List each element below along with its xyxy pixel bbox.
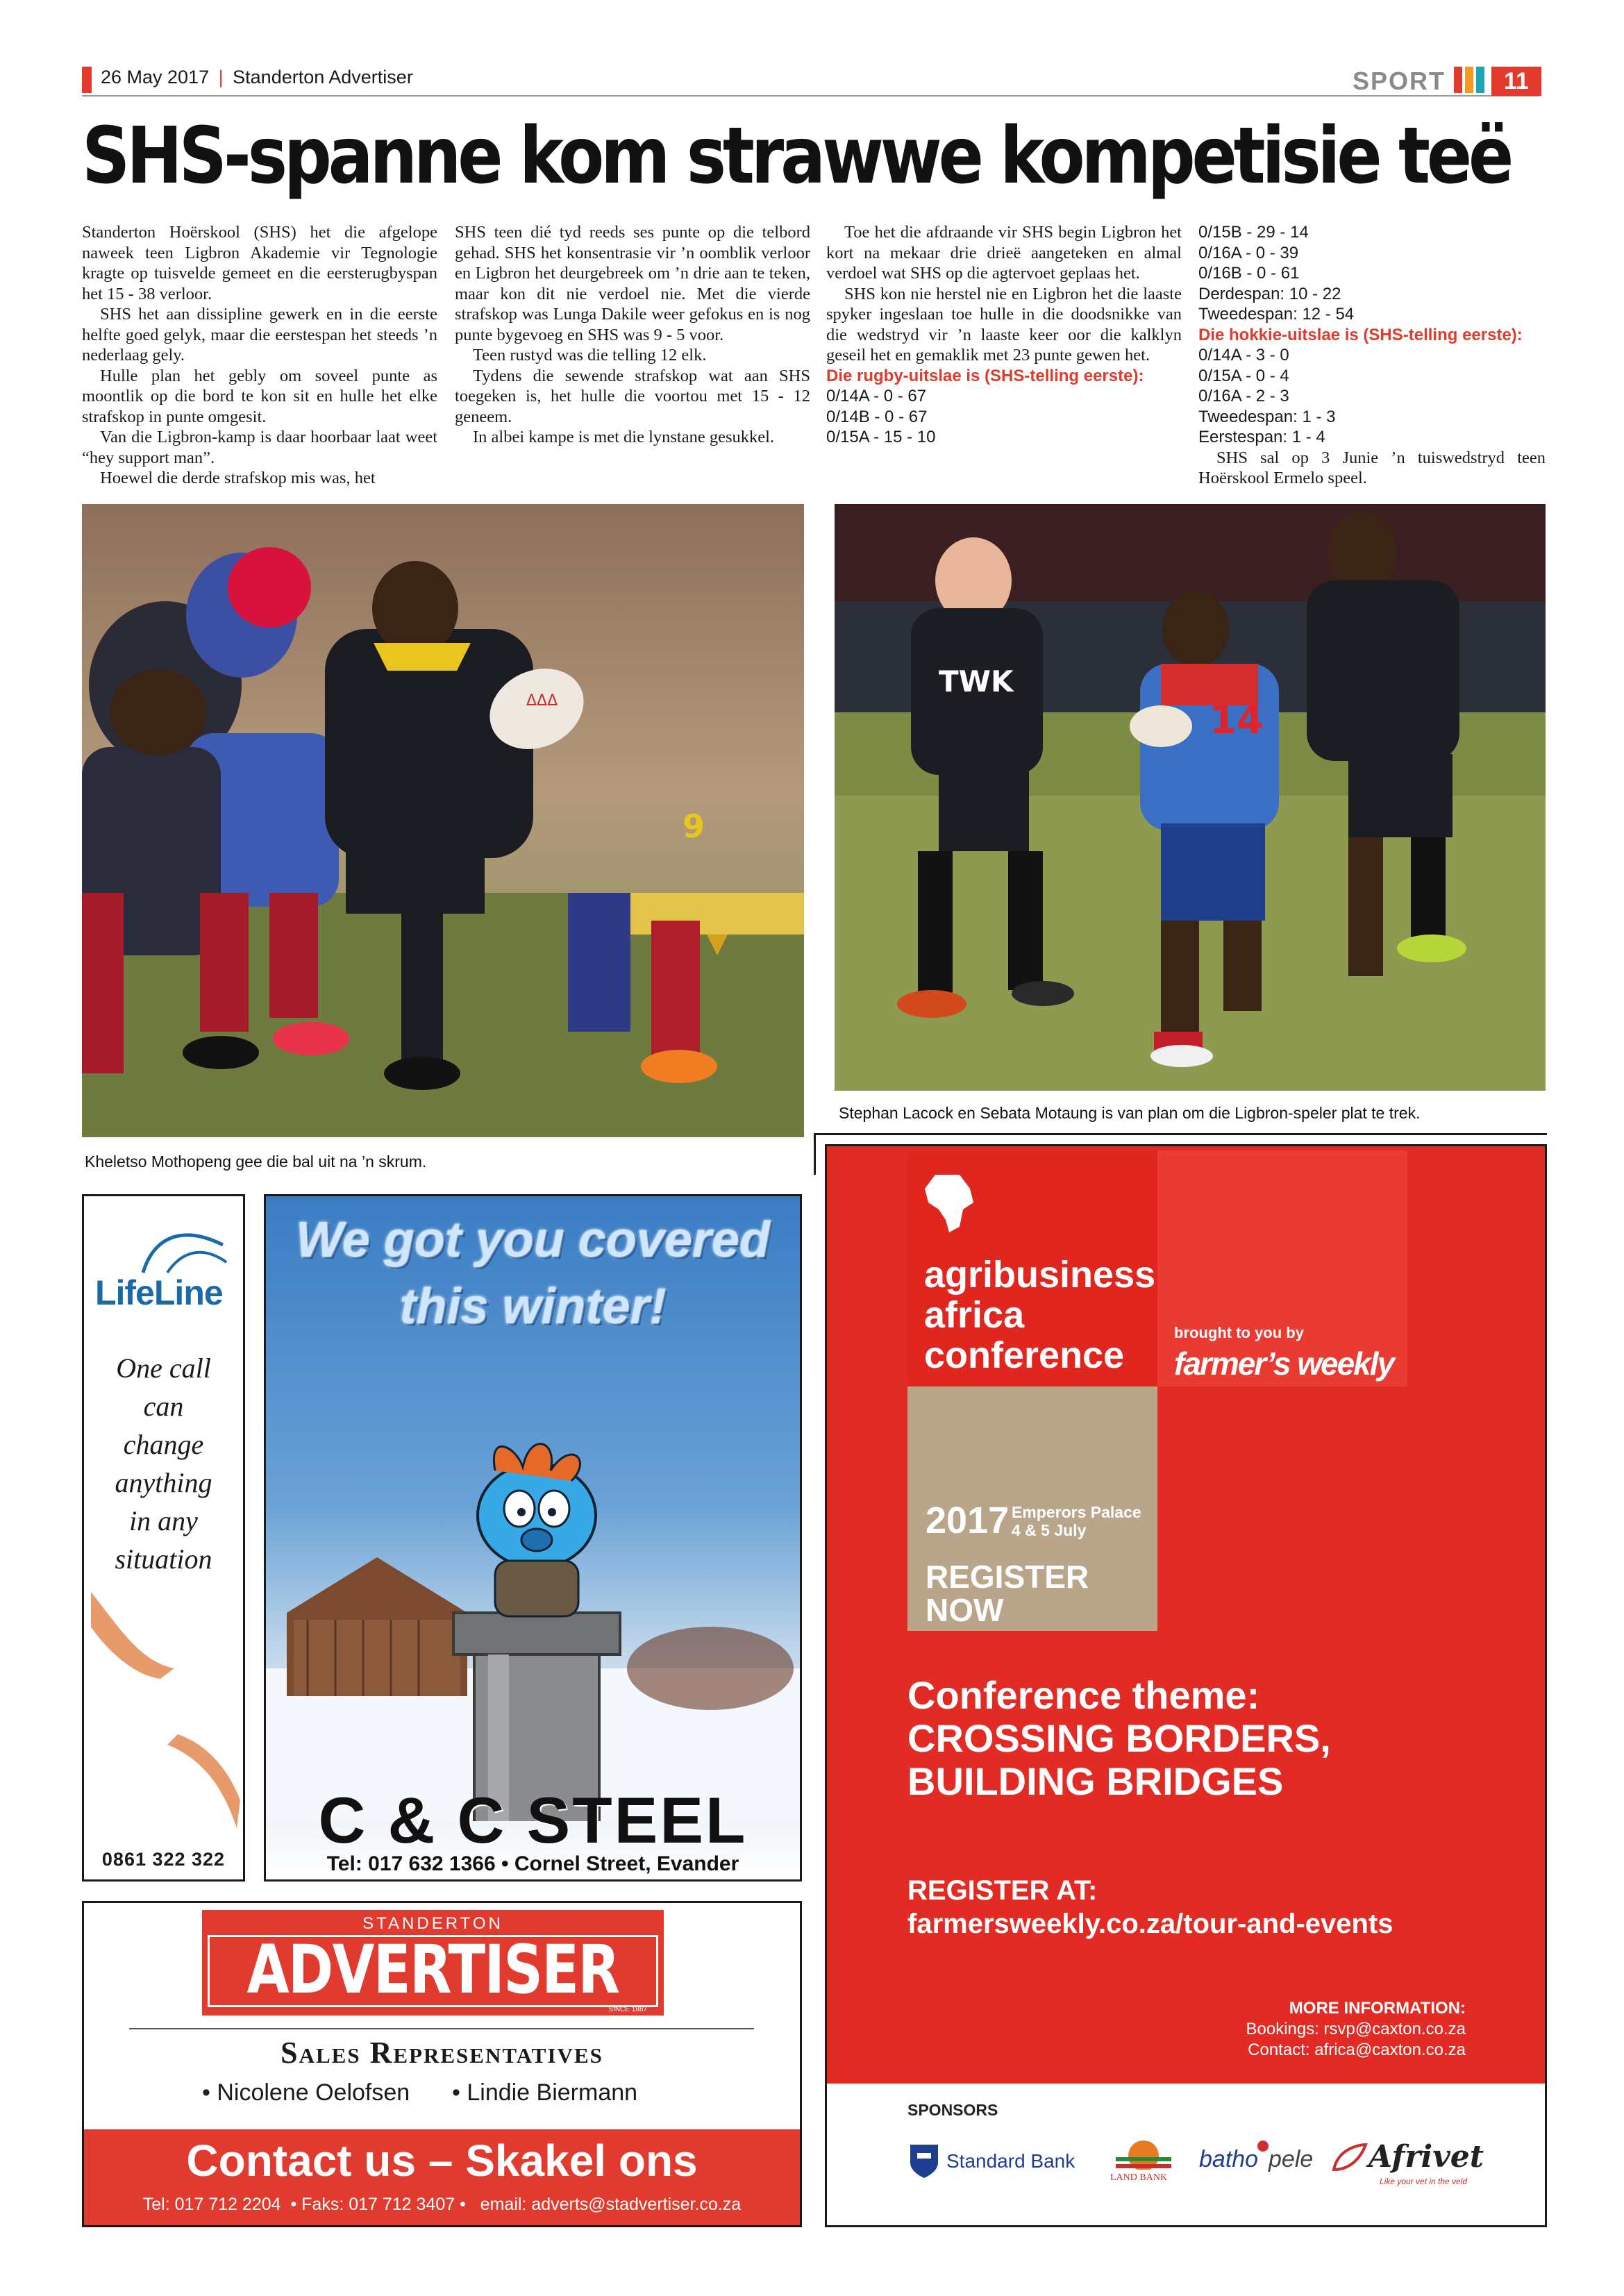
ad-frame-rule: [814, 1133, 816, 1175]
result-line: 0/16B - 0 - 61: [1198, 264, 1300, 283]
header-tick-red: [1454, 67, 1462, 93]
article-column-1: [82, 222, 437, 489]
article-column-2: [455, 222, 810, 448]
agri-venue-line: Emperors Palace: [1012, 1503, 1141, 1521]
steel-headline-1: We got you covered: [296, 1212, 770, 1268]
hockey-results-heading: Die hokkie-uitslae is (SHS-telling eerste):: [1198, 325, 1523, 344]
ball-print: ΔΔΔ: [526, 692, 558, 710]
rugby-results-heading: Die rugby-uitslae is (SHS-telling eerste):: [826, 366, 1144, 385]
article-column-3: [826, 222, 1182, 448]
header-date: 26 May 2017: [101, 67, 210, 87]
article-paragraph: Teen rustyd was die telling 12 elk.: [473, 346, 707, 364]
advertiser-since: SINCE 1887: [608, 2006, 647, 2013]
article-paragraph: SHS teen dié tyd reeds ses punte op die telbord gehad. SHS het konsentrasie vir ’n oomblik verloor en Ligbron het deurgebreek om ’n drie aan te teken, maar kon dit nie verdoel nie. Met die vierde strafskop was Lunga Dakile weer gefokus en is nog punte bygevoeg en SHS was 9 - 5 voor.: [455, 223, 810, 344]
agri-brand-block: [1157, 1150, 1407, 1386]
result-line: 0/14B - 0 - 67: [826, 407, 928, 426]
article-paragraph: Standerton Hoërskool (SHS) het die afgelope naweek teen Ligbron Akademie vir Tegnologie kragte op tuisvelde gemeet en die eersterugbyspan het 15 - 38 verloor.: [82, 223, 437, 303]
slogan-line: can: [143, 1391, 184, 1422]
result-line: 0/14A - 0 - 67: [826, 387, 927, 405]
header-separator: |: [218, 67, 224, 87]
agri-brought: brought to you by: [1174, 1324, 1304, 1341]
sales-reps-heading: Sales Representatives: [281, 2036, 603, 2070]
advertiser-divider: [129, 2028, 754, 2029]
article-paragraph: Van die Ligbron-kamp is daar hoorbaar laat weet “hey support man”.: [82, 428, 437, 467]
lifeline-ad: [82, 1194, 245, 1882]
article-paragraph: Hoewel die derde strafskop mis was, het: [100, 469, 376, 487]
agri-more-info: MORE INFORMATION:: [1289, 1999, 1466, 2018]
agri-url[interactable]: farmersweekly.co.za/tour-and-events: [907, 1909, 1393, 1939]
result-line: 0/16A - 2 - 3: [1198, 387, 1289, 405]
lifeline-phone: 0861 322 322: [101, 1849, 226, 1870]
result-line: Eerstespan: 1 - 4: [1198, 428, 1325, 446]
steel-headline-2: this winter!: [399, 1279, 667, 1334]
agri-register-line: REGISTER: [926, 1559, 1089, 1595]
result-line: 0/16A - 0 - 39: [1198, 243, 1299, 262]
advertiser-logo-box: [202, 1910, 664, 2016]
article-paragraph: SHS het aan dissipline gewerk en in die eerste helfte goed gelyk, maar die eerstespan het steeds ’n nederlaag gely.: [82, 305, 437, 364]
article-paragraph: Hulle plan het gebly om soveel punte as moontlik op die bord te kon sit en hulle het elke strafskop in punte omgesit.: [82, 366, 437, 426]
header-tick-teal: [1476, 67, 1484, 93]
agri-theme-line: Conference theme:: [907, 1673, 1260, 1717]
photo-scrum-art: [82, 504, 804, 1137]
contact-banner: [84, 2129, 800, 2225]
agribusiness-ad: [825, 1144, 1547, 2227]
agri-theme-line: BUILDING BRIDGES: [907, 1759, 1284, 1803]
photo-scrum-caption: Kheletso Mothopeng gee die bal uit na ’n skrum.: [85, 1153, 427, 1171]
photo-tackle-art: [835, 504, 1546, 1091]
article-paragraph: SHS kon nie herstel nie en Ligbron het die laaste spyker ingeslaan toe hulle in die doodsnikke van die wedstryd vir ’n laaste keer oor die kalklyn geseil het en gemaklik met 23 punte gewen het.: [826, 284, 1182, 364]
sponsor-land-bank: LAND BANK: [1110, 2172, 1168, 2183]
contact-heading: Contact us – Skakel ons: [186, 2136, 698, 2186]
agri-contact[interactable]: Contact: africa@caxton.co.za: [1248, 2041, 1466, 2059]
article-paragraph: Tydens die sewende strafskop wat aan SHS toegeken is, het hulle die voortou met 15 - 12 geneem.: [455, 366, 810, 426]
header-accent-bar: [82, 67, 92, 93]
result-line: 0/14A - 3 - 0: [1198, 346, 1289, 364]
photo-tackle: [835, 504, 1546, 1091]
article-closing: SHS sal op 3 Junie ’n tuiswedstryd teen Hoërskool Ermelo speel.: [1198, 448, 1546, 487]
agri-bookings[interactable]: Bookings: rsvp@caxton.co.za: [1246, 2020, 1466, 2038]
advertiser-ad: [82, 1901, 802, 2227]
agri-title: [924, 1255, 1155, 1375]
agri-register-line: NOW: [926, 1592, 1004, 1628]
slogan-line: One call: [116, 1352, 211, 1384]
photo-scrum: [82, 504, 804, 1137]
reaching-hands-icon: [91, 1585, 240, 1835]
article-headline: SHS-spanne kom strawwe kompetisie teë: [82, 111, 1511, 201]
agri-theme-line: CROSSING BORDERS,: [907, 1716, 1331, 1760]
lifeline-logo: LifeLine: [95, 1273, 223, 1312]
agri-title-line: conference: [924, 1334, 1125, 1376]
result-line: 0/15A - 0 - 4: [1198, 366, 1289, 385]
agri-date-block: [907, 1386, 1157, 1631]
result-line: 0/15B - 29 - 14: [1198, 223, 1309, 242]
result-line: Derdespan: 10 - 22: [1198, 284, 1341, 303]
sponsors-label: SPONSORS: [907, 2101, 998, 2119]
jersey-number: 14: [1209, 698, 1264, 743]
advertiser-logo-top: STANDERTON: [362, 1914, 503, 1933]
agri-venue: [1012, 1503, 1141, 1539]
photo-tackle-caption: Stephan Lacock en Sebata Motaung is van plan om die Ligbron-speler plat te trek.: [839, 1104, 1421, 1122]
sponsor-afrivet-tagline: Like your vet in the veld: [1380, 2177, 1468, 2186]
slogan-line: in any: [129, 1505, 198, 1536]
sponsors-row: [907, 2132, 1546, 2195]
sales-rep-1: • Nicolene Oelofsen: [202, 2079, 410, 2106]
article-paragraph: In albei kampe is met die lynstane gesukkel.: [473, 428, 775, 446]
contact-line: Tel: 017 712 2204 • Faks: 017 712 3407 • email: adverts@stadvertiser.co.za: [142, 2195, 742, 2214]
africa-map-icon: [921, 1171, 977, 1234]
header-dateline: [101, 67, 413, 88]
land-bank-sun-icon: [1109, 2135, 1178, 2170]
article-column-4: [1198, 222, 1546, 489]
steel-brand: C & C STEEL: [318, 1784, 748, 1857]
slogan-line: situation: [115, 1543, 212, 1575]
agri-theme: [907, 1674, 1331, 1803]
header-tick-orange: [1465, 67, 1473, 93]
sponsor-batho: batho: [1199, 2146, 1259, 2172]
standard-bank-shield-icon: [907, 2142, 941, 2179]
cc-steel-ad: [264, 1194, 802, 1882]
result-line: Tweedespan: 12 - 54: [1198, 305, 1355, 324]
winter-scene-art: [266, 1405, 800, 1821]
agri-register-now[interactable]: [926, 1560, 1089, 1627]
steel-contact: Tel: 017 632 1366 • Cornel Street, Evander: [326, 1852, 739, 1875]
advertiser-logo: ADVERTISER: [246, 1931, 619, 2009]
batho-pele-dot-icon: [1255, 2138, 1271, 2154]
header-rule: [82, 95, 1540, 97]
lifeline-swoosh-icon: [140, 1224, 230, 1280]
sponsor-standard-bank: Standard Bank: [946, 2150, 1075, 2172]
header-publication: Standerton Advertiser: [233, 67, 413, 87]
agri-register-at: REGISTER AT:: [907, 1875, 1098, 1906]
agri-title-block: [907, 1150, 1157, 1386]
agri-title-line: agribusiness: [924, 1254, 1156, 1296]
result-line: 0/15A - 15 - 10: [826, 428, 936, 446]
agri-brand: farmer’s weekly: [1174, 1346, 1394, 1382]
result-line: Tweedespan: 1 - 3: [1198, 407, 1336, 426]
lifeline-slogan: [84, 1349, 243, 1578]
agri-venue-line: 4 & 5 July: [1012, 1521, 1087, 1539]
slogan-line: change: [123, 1429, 204, 1460]
article-paragraph: Toe het die afdraande vir SHS begin Ligbron het kort na mekaar drie drieë aangeteken en almal verdoel wat SHS op die agtervoet geplaas het.: [826, 223, 1182, 283]
sponsor-afrivet: Afrivet: [1368, 2139, 1484, 2175]
jersey-text: TWK: [939, 664, 1014, 698]
sales-rep-2: • Lindie Biermann: [452, 2079, 638, 2106]
rugby-results-continued: [1198, 222, 1546, 448]
afrivet-leaf-icon: [1331, 2142, 1368, 2174]
slogan-line: anything: [115, 1467, 212, 1498]
section-label: SPORT: [1353, 67, 1446, 95]
ad-frame-rule: [814, 1133, 1547, 1135]
page-number: 11: [1491, 67, 1541, 96]
jersey-number: 9: [683, 807, 705, 845]
agri-title-line: africa: [924, 1294, 1025, 1336]
rugby-results: [826, 366, 1182, 448]
agri-year: 2017: [926, 1500, 1010, 1541]
sponsor-pele: pele: [1269, 2146, 1314, 2172]
